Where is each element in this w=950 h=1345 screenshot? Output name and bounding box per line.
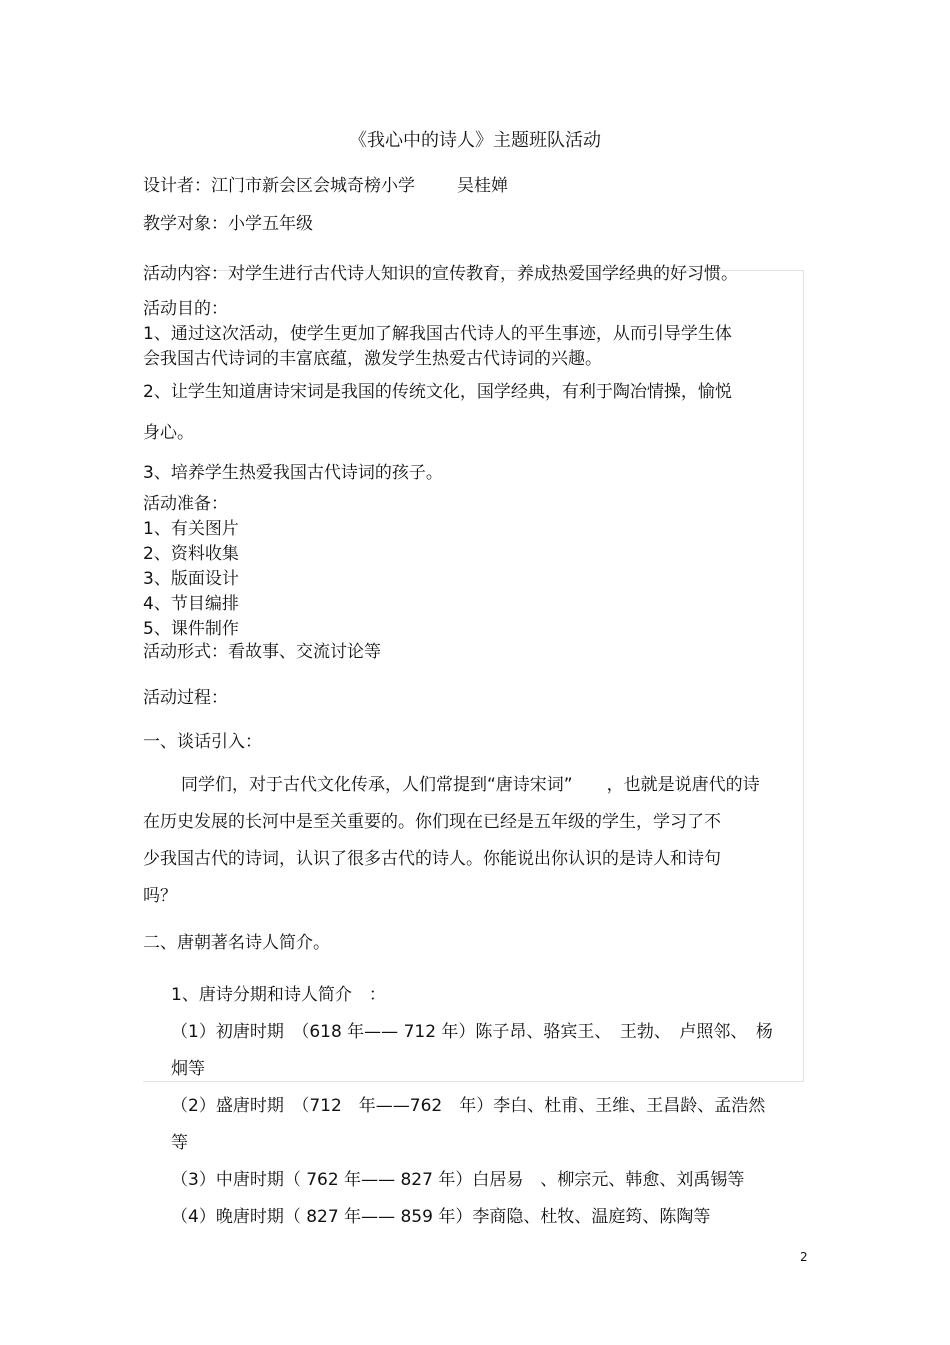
prep-item: 1、有关图片 <box>143 519 239 539</box>
prep-heading: 活动准备： <box>143 494 228 514</box>
page-number: 2 <box>800 1250 808 1264</box>
period4-line: （4）晚唐时期（ 827 年—— 859 年）李商隐、杜牧、温庭筠、陈陶等 <box>171 1207 711 1227</box>
prep-item: 3、版面设计 <box>143 569 239 589</box>
goals-heading: 活动目的： <box>143 299 228 319</box>
intro-line-1: 同学们，对于古代文化传承，人们常提到“唐诗宋词” ，也就是说唐代的诗 <box>181 775 760 795</box>
period1-line-a: （1）初唐时期 （618 年—— 712 年）陈子昂、骆宾王、 王勃、 卢照邻、 杨 <box>171 1022 773 1042</box>
goal2-line-b: 身心。 <box>143 423 194 443</box>
intro-line-4: 吗？ <box>143 886 177 906</box>
designer-label: 设计者：江门市新会区会城奇榜小学 <box>143 176 415 196</box>
period1-line-b: 炯等 <box>171 1059 205 1079</box>
content-line: 活动内容：对学生进行古代诗人知识的宣传教育，养成热爱国学经典的好习惯。 <box>143 264 738 284</box>
period2-line-b: 等 <box>171 1133 188 1153</box>
section1-heading: 一、谈话引入： <box>143 732 262 752</box>
period2-line-a: （2）盛唐时期 （712 年——762 年）李白、杜甫、王维、王昌龄、孟浩然 <box>171 1096 766 1116</box>
sub1-heading: 1、唐诗分期和诗人简介 ： <box>171 985 386 1005</box>
intro-line-2: 在历史发展的长河中是至关重要的。你们现在已经是五年级的学生，学习了不 <box>143 812 721 832</box>
goal2-line-a: 2、让学生知道唐诗宋词是我国的传统文化，国学经典，有利于陶冶情操，愉悦 <box>143 382 732 402</box>
form-line: 活动形式：看故事、交流讨论等 <box>143 642 381 662</box>
prep-item: 2、资料收集 <box>143 544 239 564</box>
goal1-line-a: 1、通过这次活动，使学生更加了解我国古代诗人的平生事迹，从而引导学生体 <box>143 324 732 344</box>
goal1-line-b: 会我国古代诗词的丰富底蕴，激发学生热爱古代诗词的兴趣。 <box>143 349 602 369</box>
section2-heading: 二、唐朝著名诗人简介。 <box>143 933 330 953</box>
target-line: 教学对象：小学五年级 <box>143 214 313 234</box>
designer-name: 吴桂婵 <box>457 176 508 196</box>
prep-item: 5、课件制作 <box>143 619 239 639</box>
process-heading: 活动过程： <box>143 688 228 708</box>
goal3-line: 3、培养学生热爱我国古代诗词的孩子。 <box>143 463 443 483</box>
document-title: 《我心中的诗人》主题班队活动 <box>349 130 601 151</box>
designer-line <box>143 176 508 196</box>
intro-line-3: 少我国古代的诗词，认识了很多古代的诗人。你能说出你认识的是诗人和诗句 <box>143 849 721 869</box>
period3-line: （3）中唐时期（ 762 年—— 827 年）白居易 、柳宗元、韩愈、刘禹锡等 <box>171 1170 745 1190</box>
prep-item: 4、节目编排 <box>143 594 239 614</box>
